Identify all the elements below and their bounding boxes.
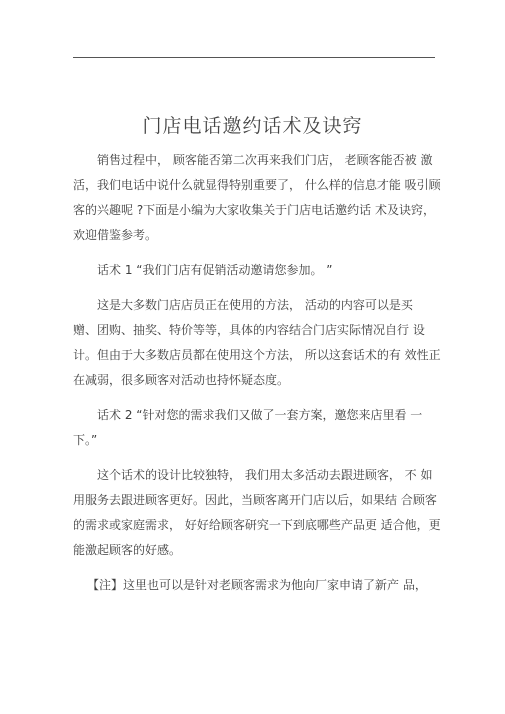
paragraph-intro — [73, 148, 441, 248]
text-line: 欢迎借鉴参考。 — [73, 228, 158, 242]
text-line: 用服务去跟进顾客更好。因此，当顾客离开门店以后，如果结 合顾客 — [73, 493, 437, 507]
paragraph-script-1-heading — [73, 258, 435, 283]
paragraph-script-2-heading — [73, 403, 435, 453]
text-line: 的需求或家庭需求， 好好给顾客研究一下到底哪些产品更 适合他，更 — [73, 518, 441, 532]
paragraph-note — [73, 573, 435, 598]
paragraph-script-1-explanation — [73, 293, 441, 393]
text-line: 活，我们电话中说什么就显得特别重要了， 什么样的信息才能 吸引顾 — [73, 178, 441, 192]
text-line: 话术 2 “针对您的需求我们又做了一套方案，邀您来店里看 一 — [97, 408, 423, 422]
text-line: 计。但由于大多数店员都在使用这个方法， 所以这套话术的有 效性正 — [73, 348, 441, 362]
paragraph-script-2-explanation — [73, 463, 441, 563]
text-line: 这个话术的设计比较独特， 我们用太多活动去跟进顾客， 不 如 — [97, 468, 433, 482]
text-line: 能激起顾客的好感。 — [73, 543, 182, 557]
text-line: 这是大多数门店店员正在使用的方法， 活动的内容可以是买 — [97, 298, 413, 312]
text-line: 销售过程中， 顾客能否第二次再来我们门店， 老顾客能否被 激 — [97, 153, 433, 167]
document-body — [73, 148, 441, 608]
text-line: 在减弱，很多顾客对活动也持怀疑态度。 — [73, 373, 290, 387]
document-title: 门店电话邀约话术及诀窍 — [142, 115, 363, 137]
text-line: 下。” — [73, 433, 98, 447]
text-line: 客的兴趣呢 ?下面是小编为大家收集关于门店电话邀约话 术及诀窍， — [73, 203, 436, 217]
header-rule — [73, 57, 435, 58]
text-line: 【注】这里也可以是针对老顾客需求为他向厂家申请了新产 品， — [87, 578, 427, 592]
text-line: 赠、团购、抽奖、特价等等，具体的内容结合门店实际情况自行 设 — [73, 323, 425, 337]
text-line: 话术 1 “我们门店有促销活动邀请您参加。 ” — [97, 263, 333, 277]
